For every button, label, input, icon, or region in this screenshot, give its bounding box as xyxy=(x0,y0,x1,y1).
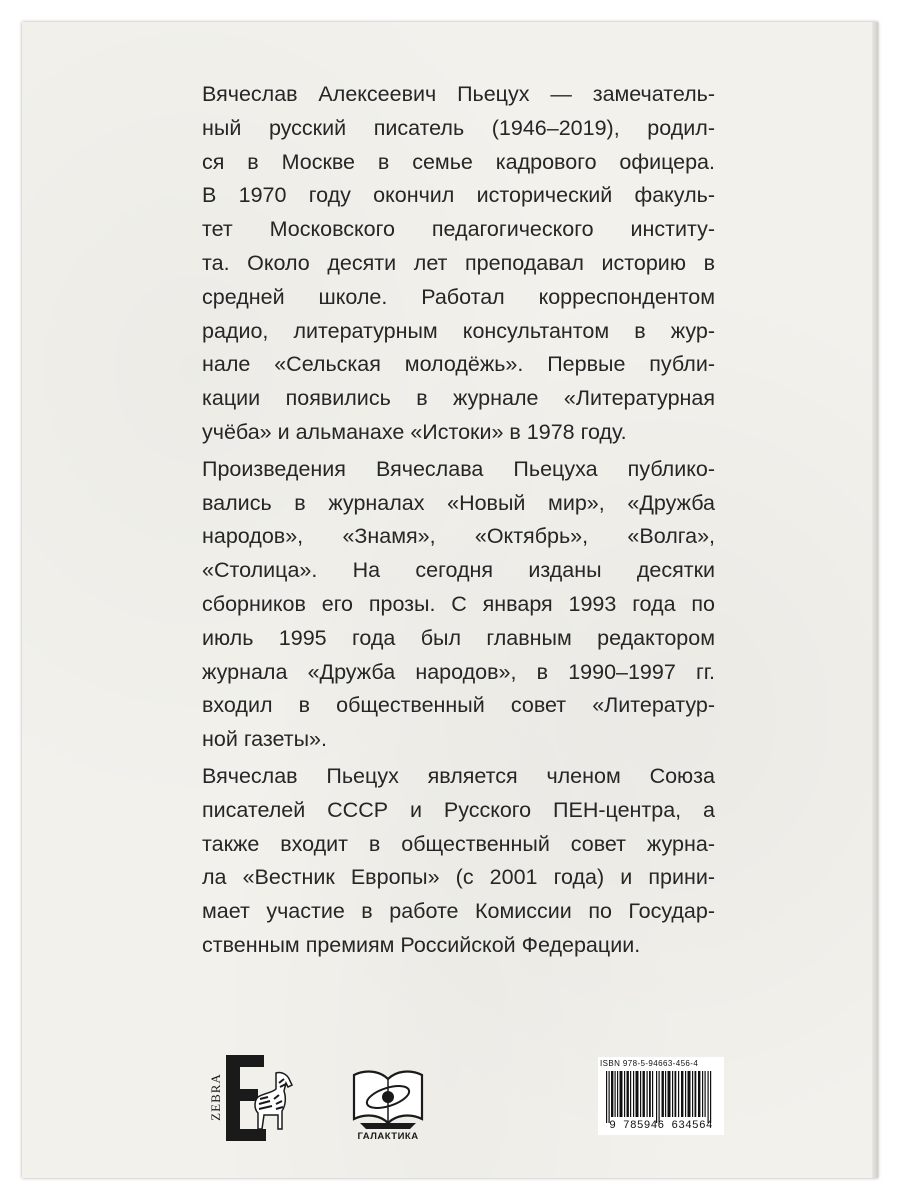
cover-edge xyxy=(872,22,878,1178)
text-line: журнала «Дружба народов», в 1990–1997 гг. xyxy=(202,659,715,684)
text-line: входил в общественный совет «Литератур- xyxy=(202,693,715,718)
text-line: средней школе. Работал корреспондентом xyxy=(202,284,715,309)
text-line: ся в Москве в семье кадрового офицера. xyxy=(202,149,715,174)
text-line: ственным премиям Российской Федерации. xyxy=(202,932,641,957)
galaktika-logo xyxy=(348,1061,428,1145)
zebra-e-logo-icon xyxy=(206,1049,306,1145)
barcode-bars xyxy=(598,1071,724,1123)
text-line: та. Около десяти лет преподавал историю в xyxy=(202,250,715,275)
barcode-digits: 9 785946 634564 xyxy=(609,1120,713,1132)
isbn-barcode xyxy=(598,1057,724,1135)
isbn-label: ISBN 978-5-94663-456-4 xyxy=(600,1059,699,1068)
text-line: писателей СССР и Русского ПЕН-центра, а xyxy=(202,797,715,822)
zebra-icon xyxy=(206,1049,306,1145)
text-line: ный русский писатель (1946–2019), родил- xyxy=(202,115,715,140)
text-line: Произведения Вячеслава Пьецуха публико- xyxy=(202,456,715,481)
text-line: «Столица». На сегодня изданы десятки xyxy=(202,558,715,583)
open-book-galaxy-icon xyxy=(348,1061,428,1131)
text-line: радио, литературным консультантом в жур- xyxy=(202,318,715,343)
text-line: Вячеслав Алексеевич Пьецух — замечатель- xyxy=(202,82,715,106)
text-line: также входит в общественный совет журна- xyxy=(202,831,715,856)
text-line: тет Московского педагогического институ- xyxy=(202,217,715,242)
bio-paragraph-2 xyxy=(202,453,715,757)
text-line: июль 1995 года был главным редактором xyxy=(202,625,715,650)
text-line: В 1970 году окончил исторический факуль- xyxy=(202,183,715,208)
text-line: народов», «Знамя», «Октябрь», «Волга», xyxy=(202,524,715,549)
galaktika-wordmark: ГАЛАКТИКА xyxy=(357,1131,419,1142)
text-line: учёба» и альманахе «Истоки» в 1978 году. xyxy=(202,419,627,444)
bio-paragraph-1 xyxy=(202,78,715,450)
zebra-wordmark: ZEBRA xyxy=(208,1073,223,1121)
text-line: мает участие в работе Комиссии по Государ- xyxy=(202,899,715,924)
author-biography xyxy=(202,78,715,966)
text-line: Вячеслав Пьецух является членом Союза xyxy=(202,763,715,788)
text-line: кации появились в журнале «Литературная xyxy=(202,386,715,411)
bio-paragraph-3 xyxy=(202,760,715,963)
text-line: нале «Сельская молодёжь». Первые публи- xyxy=(202,352,715,377)
text-line: вались в журналах «Новый мир», «Дружба xyxy=(202,490,715,515)
back-cover xyxy=(22,22,878,1178)
text-line: сборников его прозы. С января 1993 года по xyxy=(202,591,715,616)
text-line: ной газеты». xyxy=(202,727,327,752)
text-line: ла «Вестник Европы» (с 2001 года) и прини- xyxy=(202,865,715,890)
